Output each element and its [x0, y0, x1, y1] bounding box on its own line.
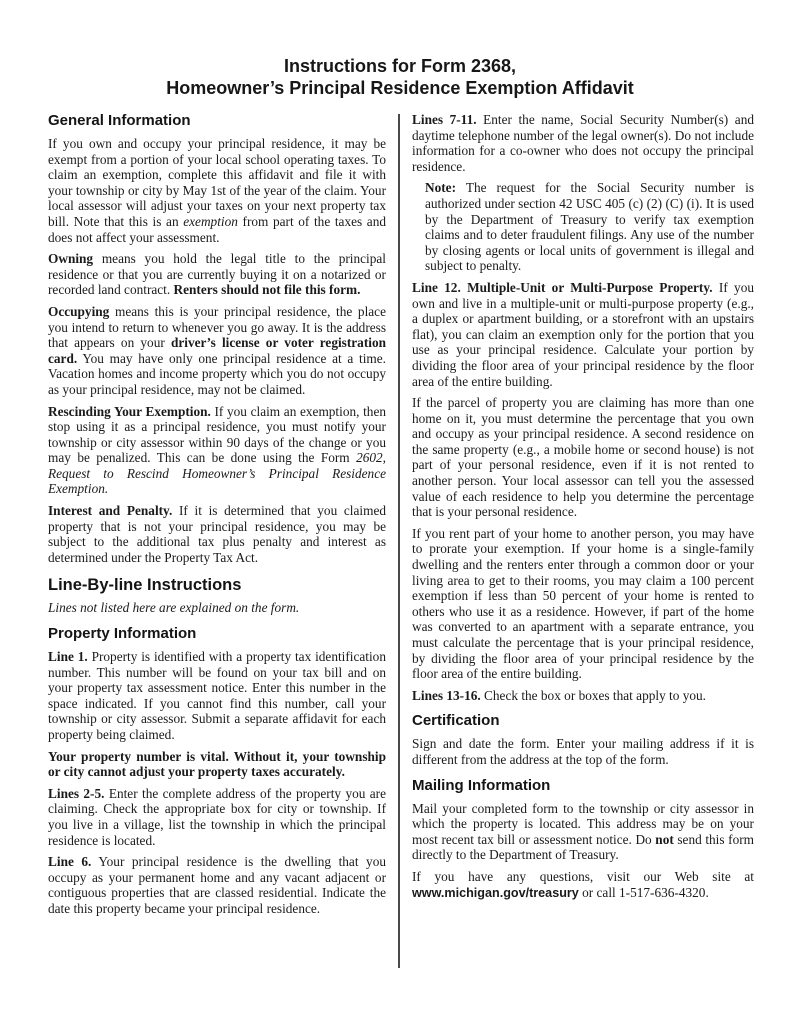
paragraph: [48, 749, 386, 780]
paragraph: [48, 600, 386, 616]
paragraph: [412, 280, 754, 389]
paragraph: [48, 503, 386, 565]
paragraph: [48, 136, 386, 245]
paragraph: [48, 251, 386, 298]
text-run: Owning: [48, 251, 94, 267]
text-run: If you rent part of your home to another person, you may have to prorate your exemption. If your home is a single-family dwelling and the renters enter through a common door or your living area to get to their rooms, you may claim a 100 percent exemption if less than 50 percent of your home is rented to others who use it as a residence. However, if part of the home was converted to an apartment with a separate entrance, you must calculate the percentage that is your principal residence, by dividing the floor area of your principal residence by the floor area of the entire building.: [412, 525, 754, 682]
text-run: If you have any questions, visit our Web site at: [412, 868, 754, 884]
text-run: Property is identified with a property tax identification number. This number will be found on your tax bill and on your property tax assessment notice. Enter this number in the space indicated. If you cannot find this number, call your township or city assessor. Submit a separate affidavit for each property being claimed.: [48, 649, 386, 742]
section-heading: Certification: [412, 712, 500, 730]
text-run: Occupying: [48, 303, 110, 319]
paragraph: [48, 304, 386, 398]
paragraph: [48, 649, 386, 743]
text-run: 2602, Request to Rescind Homeowner’s Principal Residence Exemption.: [48, 450, 386, 497]
text-run: If it is determined that you claimed property that is not your principal residence, you may be subject to the additional tax plus penalty and interest as determined under the Property Tax Act.: [48, 503, 386, 565]
text-run: www.michigan.gov/treasury: [412, 885, 579, 900]
text-run: Interest and Penalty.: [48, 503, 173, 519]
text-run: driver’s license or voter registration card.: [48, 335, 386, 366]
paragraph: [48, 404, 386, 498]
paragraph: [412, 112, 754, 174]
text-run: If you own and live in a multiple-unit or multi-purpose property (e.g., a duplex or apartment building, or a storefront with an upstairs flat), you can claim an exemption only for the portion that you use as your principal residence. Calculate your portion by dividing the floor area of your principal residence by the floor area of the entire building.: [412, 279, 755, 389]
form-title-line2: Homeowner’s Principal Residence Exemption Affidavit: [166, 78, 634, 98]
text-run: from part of the taxes and does not affect your assessment.: [48, 213, 387, 245]
text-run: Enter the complete address of the property you are claiming. Check the appropriate box for city or township. If you live in a village, list the township in which the principal residence is located.: [48, 785, 386, 848]
left-column: [48, 112, 386, 923]
column-divider: [398, 114, 400, 968]
text-run: If you own and occupy your principal residence, it may be exempt from a portion of your local school operating taxes. To claim an exemption, complete this affidavit and file it with your township or city by May 1st of the year of the claim. Your local assessor will adjust your taxes on your next property tax bill. Note that this is an: [48, 136, 386, 229]
paragraph: [48, 854, 386, 916]
right-column: [412, 112, 754, 907]
text-run: If you claim an exemption, then stop using it as a principal residence, you must notify your township or city assessor within 90 days of the change or you may be penalized. This can be done using the Form: [48, 403, 386, 466]
text-run: means you hold the legal title to the principal residence or that you are currently buying it on a notarized or recorded land contract.: [48, 251, 386, 298]
paragraph: [425, 180, 754, 274]
text-run: Renters should not file this form.: [173, 282, 361, 298]
paragraph: [412, 869, 754, 901]
text-run: Note:: [425, 180, 457, 196]
text-run: means this is your principal residence, the place you intend to return to whenever you go away. It is the address that appears on your: [48, 303, 386, 351]
section-heading: Mailing Information: [412, 776, 551, 794]
paragraph: [48, 786, 386, 848]
section-heading: Line-By-line Instructions: [48, 576, 242, 595]
text-run: Check the box or boxes that apply to you.: [480, 687, 706, 703]
section-heading: Property Information: [48, 625, 197, 643]
text-run: Rescinding Your Exemption.: [48, 403, 211, 419]
text-run: You may have only one principal residence at a time. Vacation homes and income property which you do not occupy as your principal residence, may not be claimed.: [48, 350, 386, 397]
section-heading: General Information: [48, 112, 191, 129]
paragraph: [412, 801, 754, 863]
text-run: Lines not listed here are explained on the form.: [48, 600, 300, 616]
text-run: exemption: [183, 213, 238, 229]
text-run: Line 12. Multiple-Unit or Multi-Purpose Property.: [412, 279, 713, 295]
text-run: If the parcel of property you are claiming has more than one home on it, you must determine the percentage that you own and occupy as your principal residence. A second residence on the same property (e.g., a mobile home or second house) is not part of your personal residence, even if it is not rented to another person. Your local assessor can tell you the assessed value of each residence to help you determine the percentage that is your personal residence.: [412, 395, 754, 520]
form-title-line1: Instructions for Form 2368,: [283, 56, 517, 76]
paragraph: [412, 688, 754, 704]
text-run: Lines 2-5.: [48, 785, 105, 801]
text-run: Lines 7-11.: [412, 112, 477, 127]
text-run: Enter the name, Social Security Number(s) and daytime telephone number of the legal owner(s). Do not include information for a co-owner who does not occupy the principal residence.: [412, 112, 754, 174]
text-run: The request for the Social Security number is authorized under section 42 USC 405 (c) (2) (C) (i). It is used by the Department of Treasury to verify tax exemption claims and to deter fraudulent filings. Any use of the number by closing agents or local units of government is illegal and subject to penalty.: [425, 180, 754, 274]
text-run: Lines 13-16.: [412, 687, 481, 703]
text-run: Sign and date the form. Enter your mailing address if it is different from the address at the top of the form.: [412, 736, 754, 767]
text-run: send this form directly to the Department of Treasury.: [412, 831, 754, 863]
text-run: Line 6.: [48, 854, 92, 870]
form-title: [0, 55, 800, 99]
paragraph: [412, 736, 754, 767]
paragraph: [412, 526, 754, 682]
paragraph: [412, 395, 754, 520]
text-run: not: [655, 831, 674, 847]
text-run: Your principal residence is the dwelling that you occupy as your permanent home and any vacant adjacent or contiguous properties that are classed residential. Indicate the date this property became your principal residence.: [48, 854, 386, 916]
text-run: Line 1.: [48, 649, 88, 665]
text-run: Mail your completed form to the township or city assessor in which the property is located. This address may be on your most recent tax bill or assessment notice. Do: [412, 800, 754, 847]
text-run: Your property number is vital. Without it, your township or city cannot adjust your property taxes accurately.: [48, 748, 386, 780]
text-run: or call 1-517-636-4320.: [578, 884, 709, 900]
